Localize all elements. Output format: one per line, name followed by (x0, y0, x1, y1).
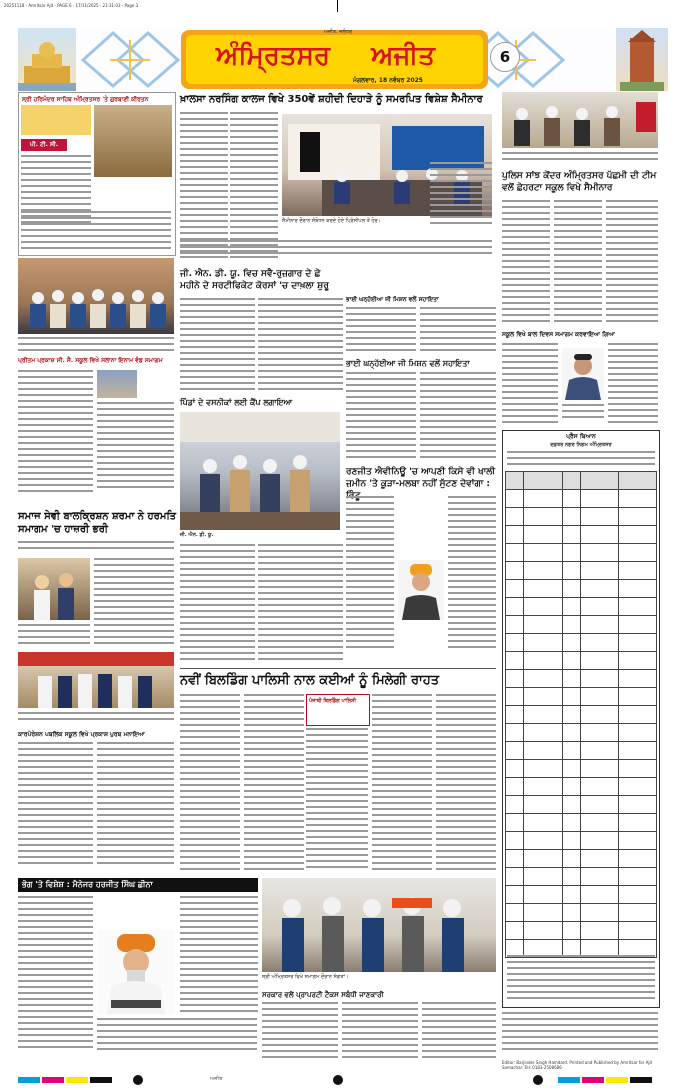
policy-tag-box (306, 694, 370, 726)
camp-headline: ਪਿੰਡਾਂ ਦੇ ਵਸਨੀਕਾਂ ਲਈ ਕੈਂਪ ਲਗਾਇਆ (180, 398, 293, 407)
ad-gurudwara-photo (94, 105, 172, 177)
color-bar (18, 1074, 658, 1086)
building-headline: ਨਵੀਂ ਬਿਲਡਿੰਗ ਪਾਲਿਸੀ ਨਾਲ ਕਈਆਂ ਨੂੰ ਮਿਲੇਗੀ ਰਾਹਤ (180, 673, 440, 688)
camp-photo (180, 412, 340, 530)
divider (180, 668, 496, 669)
page-number: 6 (490, 42, 520, 72)
gndu-label: ਜੀ. ਐਨ. ਡੀ. ਯੂ. (180, 532, 214, 538)
bhog-banner (18, 878, 258, 892)
imprint: Editor: Barjinder Singh Hamdard. Printed and Published by Amritsar for Ajit Samachar. Tel: 0183-2508686 (502, 1060, 653, 1070)
samaj-photo-2 (18, 652, 174, 708)
police-photo (502, 92, 658, 148)
golden-temple-photo (18, 28, 76, 91)
ranjit-headline: ਰਣਜੀਤ ਐਵੀਨਿਊ 'ਚ ਆਪਣੀ ਕਿਸੇ ਵੀ ਖਾਲੀ ਜ਼ਮੀਨ 'ਤੇ ਕੂੜਾ-ਮਲਬਾ ਨਹੀਂ ਸੁੱਟਣ ਦੇਵਾਂਗਾ : (346, 467, 496, 489)
portrait-harjit (97, 930, 175, 1014)
registration-line (337, 0, 338, 12)
policy-tag: ਪੰਜਾਬੀ ਬਿਲਡਿੰਗ ਪਾਲਿਸੀ (309, 698, 356, 704)
notice-subtitle: ਦਫ਼ਤਰ ਨਗਰ ਨਿਗਮ ਅੰਮ੍ਰਿਤਸਰ (550, 442, 612, 448)
notice-title: ਪ੍ਰੈਸ ਬਿਆਨ (566, 433, 596, 440)
bhog-headline: ਭੋਗ 'ਤੇ ਵਿਸ਼ੇਸ਼ : ਮੈਨੇਜਰ ਹਰਜੀਤ ਸਿੰਘ ਛੀਨਾ (22, 880, 153, 889)
ad-channel-badge: ਪੀ. ਟੀ. ਸੀ. (21, 139, 67, 151)
bottom-center-photo (262, 878, 496, 972)
bottom-caption: ਸ੍ਰੀ ਅੰਮ੍ਰਿਤਸਰ ਵਿਖੇ ਸਮਾਗਮ ਦੌਰਾਨ ਸੰਗਤਾਂ। (262, 974, 349, 980)
ad-banner-photo (21, 105, 91, 135)
ad-title: ਸ੍ਰੀ ਹਰਿਮੰਦਰ ਸਾਹਿਬ ਅੰਮ੍ਰਿਤਸਰ 'ਤੇ ਗੁਰਬਾਣੀ ਕੀਰਤਨ (22, 96, 149, 103)
masthead-date: ਮੰਗਲਵਾਰ, 18 ਨਵੰਬਰ 2025 (353, 77, 423, 84)
masthead (18, 28, 668, 91)
bhai-headline-small: ਭਾਈ ਘਨ੍ਹੱਈਆ ਜੀ ਮਿਸ਼ਨ ਵਲੋਂ ਸਹਾਇਤਾ (346, 296, 439, 303)
left-headline-1: ਪ੍ਰੀਤਮ ਪ੍ਰਕਾਸ਼ ਸੀ. ਸੈ. ਸਕੂਲ ਵਿਖੇ ਸਲਾਨਾ ਇਨਾਮ ਵੰਡ ਸਮਾਗਮ (18, 357, 163, 364)
portrait-right (562, 348, 604, 400)
masthead-sub: ਅਜੀਤ, ਜਲੰਧਰ (323, 29, 353, 35)
masthead-paper: ਅਜੀਤ (371, 41, 435, 71)
school-headline: ਕਾਰਪੋਰੇਸ਼ਨ ਪਬਲਿਕ ਸਕੂਲ ਵਿਖੇ ਪ੍ਰਕਾਸ਼ ਪੁਰਬ ਮਨਾਇਆ (18, 731, 145, 738)
left-event-photo (18, 258, 174, 334)
left-small-photo (97, 370, 137, 398)
footer-corner: ਅਜੀਤ (210, 1076, 223, 1082)
rates-table (505, 471, 657, 958)
gurbani-ad (18, 92, 176, 256)
police-headline: ਪੁਲਿਸ ਸਾਂਝ ਕੇਂਦਰ ਅੰਮ੍ਰਿਤਸਰ ਪੱਛਮੀ ਦੀ ਟੀਮ ਵਲੋਂ ਛੇਹਰਟਾ ਸਕੂਲ ਵਿਖੇ ਸੈਮੀਨਾਰ (502, 171, 657, 193)
portrait-rintu (398, 560, 444, 620)
right-mid-headline: ਸਕੂਲ ਵਿਖੇ ਬਾਲ ਦਿਵਸ ਸਮਾਗਮ ਕਰਵਾਇਆ ਗਿਆ (502, 331, 615, 338)
main-headline: ਖ਼ਾਲਸਾ ਨਰਸਿੰਗ ਕਾਲਜ ਵਿਖੇ 350ਵੇਂ ਸ਼ਹੀਦੀ ਦਿਹਾੜੇ ਨੂੰ ਸਮਰਪਿਤ ਵਿਸ਼ੇਸ਼ ਸੈਮੀਨਾਰ (180, 94, 483, 105)
seminar-caption: ਸੈਮੀਨਾਰ ਦੌਰਾਨ ਸੰਬੋਧਨ ਕਰਦੇ ਹੋਏ ਪ੍ਰਿੰਸੀਪਲ ਤੇ ਹੋਰ। (282, 218, 381, 224)
masthead-city: ਅੰਮ੍ਰਿਤਸਰ (215, 41, 331, 71)
gndu-headline: ਜੀ. ਐਨ. ਡੀ. ਯੂ. ਵਿਚ ਸਵੈ-ਰੁਜ਼ਗਾਰ ਦੇ ਛੇ ਮਹੀਨੇ ਦੇ ਸਰਟੀਫਿਕੇਟ ਕੋਰਸਾਂ 'ਚ ਦਾਖ਼ਲਾ ਸ਼ੁਰੂ (180, 269, 329, 291)
samaj-headline: ਸਮਾਜ ਸੇਵੀ ਬਾਲਕ੍ਰਿਸ਼ਨ ਸ਼ਰਮਾ ਨੇ ਹਰਮਤਿ ਸਮਾਗਮ 'ਚ ਹਾਜ਼ਰੀ ਭਰੀ (18, 511, 177, 535)
monument-photo (616, 28, 668, 91)
rates-notice (502, 430, 660, 1008)
bhai-headline: ਭਾਈ ਘਨ੍ਹੱਈਆ ਜੀ ਮਿਸ਼ਨ ਵਲੋਂ ਸਹਾਇਤਾ (346, 359, 470, 368)
samaj-photo-1 (18, 558, 90, 620)
print-slug: 20251118 - Amritsar Ajit - PAGE 6 - 17/11/2025 - 21:31:03 - Page 3 (4, 3, 139, 8)
bottom-headline: ਸਰਕਾਰ ਵਲੋਂ ਪ੍ਰਾਪਰਟੀ ਟੈਕਸ ਸਬੰਧੀ ਜਾਣਕਾਰੀ (262, 991, 384, 999)
